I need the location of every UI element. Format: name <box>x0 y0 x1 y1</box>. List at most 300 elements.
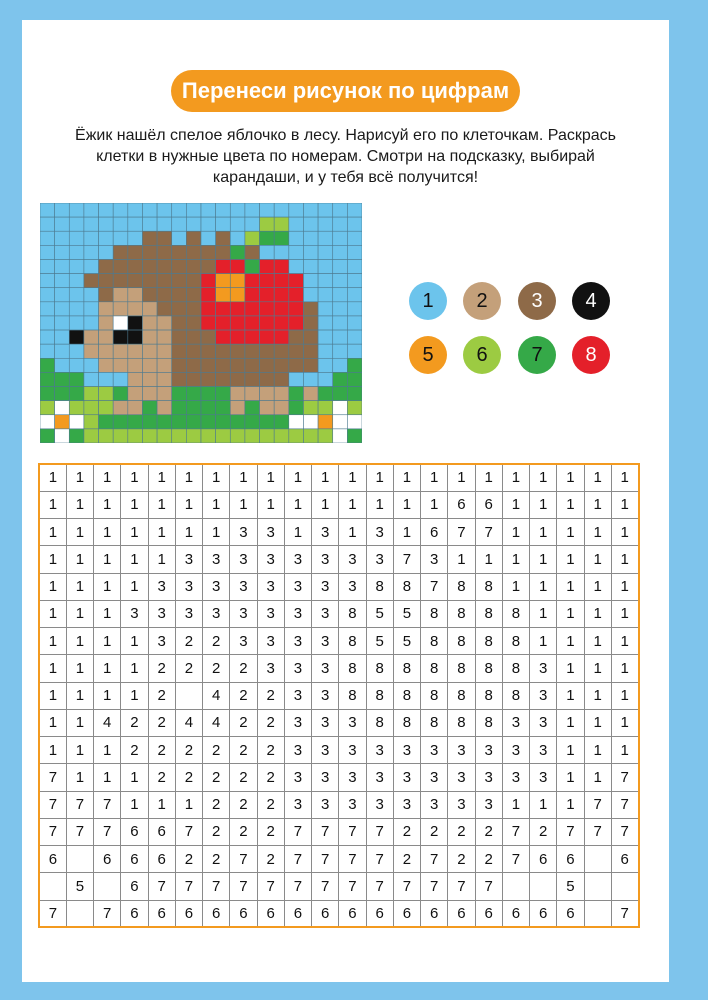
grid-cell: 3 <box>203 573 230 600</box>
pixel-cell <box>245 372 260 386</box>
pixel-cell <box>245 358 260 372</box>
grid-cell: 1 <box>475 464 502 491</box>
pixel-cell <box>84 231 99 245</box>
grid-cell: 2 <box>530 818 557 845</box>
grid-cell: 2 <box>203 791 230 818</box>
grid-cell: 1 <box>175 519 202 546</box>
pixel-cell <box>274 231 289 245</box>
grid-cell: 2 <box>257 709 284 736</box>
pixel-cell <box>69 316 84 330</box>
pixel-cell <box>84 344 99 358</box>
grid-cell: 2 <box>475 846 502 873</box>
pixel-cell <box>260 288 275 302</box>
pixel-cell <box>303 429 318 443</box>
grid-cell: 3 <box>339 546 366 573</box>
grid-cell <box>584 846 611 873</box>
grid-cell: 5 <box>366 628 393 655</box>
pixel-cell <box>40 358 55 372</box>
pixel-cell <box>99 274 114 288</box>
grid-cell: 1 <box>611 628 638 655</box>
grid-cell: 1 <box>148 519 175 546</box>
grid-cell: 1 <box>584 628 611 655</box>
grid-cell: 1 <box>148 464 175 491</box>
pixel-cell <box>40 330 55 344</box>
grid-cell: 1 <box>230 464 257 491</box>
grid-cell: 2 <box>148 709 175 736</box>
pixel-cell <box>333 302 348 316</box>
pixel-cell <box>245 245 260 259</box>
grid-cell: 1 <box>203 491 230 518</box>
grid-cell: 1 <box>502 464 529 491</box>
pixel-cell <box>142 245 157 259</box>
pixel-cell <box>216 217 231 231</box>
grid-cell: 1 <box>530 600 557 627</box>
pixel-cell <box>216 372 231 386</box>
grid-cell: 1 <box>66 491 93 518</box>
pixel-cell <box>186 387 201 401</box>
pixel-cell <box>347 217 362 231</box>
grid-cell: 1 <box>611 737 638 764</box>
pixel-cell <box>99 259 114 273</box>
grid-cell: 6 <box>230 900 257 927</box>
grid-cell: 3 <box>121 600 148 627</box>
page-title: Перенеси рисунок по цифрам <box>171 70 520 112</box>
pixel-cell <box>84 203 99 217</box>
grid-cell: 3 <box>366 519 393 546</box>
pixel-cell <box>245 387 260 401</box>
pixel-cell <box>142 217 157 231</box>
grid-cell: 3 <box>393 764 420 791</box>
pixel-cell <box>230 344 245 358</box>
pixel-cell <box>303 372 318 386</box>
grid-cell: 1 <box>203 464 230 491</box>
pixel-cell <box>260 245 275 259</box>
grid-cell: 8 <box>475 655 502 682</box>
grid-row <box>39 628 639 655</box>
pixel-cell <box>318 358 333 372</box>
grid-cell: 1 <box>530 791 557 818</box>
grid-cell: 1 <box>584 655 611 682</box>
pixel-cell <box>55 231 70 245</box>
pixel-cell <box>274 372 289 386</box>
pixel-cell <box>128 330 143 344</box>
pixel-cell <box>113 330 128 344</box>
pixel-cell <box>347 274 362 288</box>
pixel-cell <box>99 415 114 429</box>
grid-cell: 6 <box>611 846 638 873</box>
grid-cell: 7 <box>393 873 420 900</box>
grid-cell: 6 <box>121 900 148 927</box>
grid-cell: 6 <box>557 846 584 873</box>
pixel-cell <box>157 203 172 217</box>
grid-cell: 1 <box>121 546 148 573</box>
pixel-cell <box>260 344 275 358</box>
grid-cell: 3 <box>312 519 339 546</box>
pixel-cell <box>260 316 275 330</box>
pixel-cell <box>333 259 348 273</box>
pixel-cell <box>84 217 99 231</box>
pixel-cell <box>230 245 245 259</box>
grid-cell: 1 <box>284 491 311 518</box>
grid-cell: 1 <box>94 764 121 791</box>
pixel-cell <box>318 429 333 443</box>
pixel-cell <box>84 401 99 415</box>
pixel-cell <box>274 358 289 372</box>
pixel-cell <box>318 415 333 429</box>
grid-cell: 1 <box>584 491 611 518</box>
pixel-cell <box>245 259 260 273</box>
grid-cell: 1 <box>66 573 93 600</box>
pixel-cell <box>84 259 99 273</box>
pixel-cell <box>230 203 245 217</box>
grid-cell: 8 <box>339 655 366 682</box>
pixel-cell <box>55 316 70 330</box>
legend-dot-4: 4 <box>572 282 610 320</box>
grid-cell: 7 <box>339 818 366 845</box>
pixel-cell <box>274 429 289 443</box>
pixel-cell <box>99 231 114 245</box>
pixel-cell <box>260 217 275 231</box>
grid-cell: 1 <box>66 737 93 764</box>
pixel-cell <box>216 288 231 302</box>
pixel-cell <box>172 302 187 316</box>
pixel-cell <box>142 288 157 302</box>
grid-cell: 7 <box>257 873 284 900</box>
pixel-cell <box>333 344 348 358</box>
pixel-cell <box>289 358 304 372</box>
grid-cell: 1 <box>121 464 148 491</box>
pixel-cell <box>333 203 348 217</box>
grid-cell: 8 <box>448 600 475 627</box>
grid-row <box>39 709 639 736</box>
pixel-cell <box>230 401 245 415</box>
grid-cell: 8 <box>502 655 529 682</box>
grid-cell: 4 <box>203 682 230 709</box>
pixel-cell <box>55 330 70 344</box>
pixel-cell <box>347 245 362 259</box>
pixel-cell <box>333 401 348 415</box>
pixel-cell <box>274 415 289 429</box>
grid-cell: 1 <box>257 491 284 518</box>
grid-cell: 1 <box>393 464 420 491</box>
grid-cell: 1 <box>121 628 148 655</box>
grid-cell: 1 <box>611 519 638 546</box>
grid-row <box>39 818 639 845</box>
pixel-cell <box>99 302 114 316</box>
pixel-cell <box>128 231 143 245</box>
grid-cell: 1 <box>284 464 311 491</box>
grid-cell: 7 <box>502 846 529 873</box>
grid-cell: 2 <box>257 764 284 791</box>
grid-cell: 8 <box>475 709 502 736</box>
grid-cell: 8 <box>339 600 366 627</box>
grid-cell: 6 <box>502 900 529 927</box>
pixel-cell <box>303 288 318 302</box>
pixel-cell <box>99 203 114 217</box>
pixel-cell <box>84 330 99 344</box>
grid-cell: 1 <box>230 491 257 518</box>
grid-cell: 3 <box>339 764 366 791</box>
grid-cell: 2 <box>203 818 230 845</box>
pixel-cell <box>69 217 84 231</box>
pixel-cell <box>40 316 55 330</box>
grid-cell: 3 <box>502 709 529 736</box>
grid-cell: 3 <box>475 791 502 818</box>
pixel-cell <box>216 316 231 330</box>
grid-cell: 3 <box>312 573 339 600</box>
grid-cell: 1 <box>39 573 66 600</box>
pixel-cell <box>128 415 143 429</box>
grid-cell: 6 <box>148 818 175 845</box>
grid-cell: 7 <box>284 818 311 845</box>
grid-cell: 7 <box>94 791 121 818</box>
pixel-cell <box>260 401 275 415</box>
pixel-cell <box>40 203 55 217</box>
pixel-cell <box>289 330 304 344</box>
grid-cell: 1 <box>175 491 202 518</box>
grid-cell: 7 <box>584 791 611 818</box>
pixel-cell <box>99 372 114 386</box>
pixel-cell <box>260 415 275 429</box>
pixel-cell <box>172 415 187 429</box>
grid-cell: 3 <box>284 600 311 627</box>
pixel-cell <box>113 203 128 217</box>
grid-cell: 2 <box>230 764 257 791</box>
grid-cell: 6 <box>284 900 311 927</box>
pixel-cell <box>128 302 143 316</box>
pixel-cell <box>289 203 304 217</box>
grid-cell: 1 <box>557 682 584 709</box>
grid-cell: 1 <box>611 709 638 736</box>
grid-cell: 3 <box>475 737 502 764</box>
grid-cell: 7 <box>366 846 393 873</box>
pixel-cell <box>40 344 55 358</box>
pixel-cell <box>201 429 216 443</box>
pixel-cell <box>172 203 187 217</box>
grid-cell: 4 <box>175 709 202 736</box>
pixel-cell <box>245 330 260 344</box>
grid-cell: 1 <box>502 491 529 518</box>
pixel-cell <box>69 415 84 429</box>
grid-cell: 1 <box>121 682 148 709</box>
grid-cell: 7 <box>312 873 339 900</box>
grid-cell: 5 <box>66 873 93 900</box>
pixel-cell <box>274 344 289 358</box>
pixel-cell <box>157 231 172 245</box>
grid-cell: 3 <box>312 546 339 573</box>
pixel-cell <box>55 429 70 443</box>
grid-cell: 3 <box>257 573 284 600</box>
grid-cell: 1 <box>557 655 584 682</box>
grid-cell: 3 <box>175 600 202 627</box>
grid-cell: 7 <box>421 846 448 873</box>
grid-cell: 7 <box>94 900 121 927</box>
grid-cell: 8 <box>448 682 475 709</box>
pixel-cell <box>303 415 318 429</box>
pixel-cell <box>142 415 157 429</box>
pixel-cell <box>230 330 245 344</box>
grid-cell: 3 <box>421 764 448 791</box>
grid-cell: 1 <box>66 519 93 546</box>
pixel-cell <box>289 259 304 273</box>
pixel-cell <box>69 259 84 273</box>
grid-cell: 1 <box>148 491 175 518</box>
pixel-cell <box>303 259 318 273</box>
grid-cell: 6 <box>530 900 557 927</box>
grid-cell: 1 <box>584 519 611 546</box>
pixel-cell <box>216 259 231 273</box>
grid-cell: 1 <box>584 709 611 736</box>
pixel-cell <box>230 358 245 372</box>
pixel-cell <box>128 203 143 217</box>
pixel-cell <box>172 401 187 415</box>
grid-cell: 3 <box>312 709 339 736</box>
grid-cell: 6 <box>148 846 175 873</box>
grid-cell: 2 <box>448 846 475 873</box>
pixel-cell <box>289 316 304 330</box>
grid-cell: 3 <box>448 764 475 791</box>
grid-cell: 1 <box>557 573 584 600</box>
grid-cell: 7 <box>39 764 66 791</box>
grid-cell: 6 <box>312 900 339 927</box>
grid-cell: 1 <box>94 737 121 764</box>
pixel-cell <box>245 217 260 231</box>
grid-cell: 8 <box>502 600 529 627</box>
pixel-cell <box>201 358 216 372</box>
pixel-cell <box>347 316 362 330</box>
pixel-cell <box>128 274 143 288</box>
pixel-cell <box>128 344 143 358</box>
pixel-cell <box>260 372 275 386</box>
pixel-cell <box>55 358 70 372</box>
pixel-cell <box>69 401 84 415</box>
pixel-cell <box>201 259 216 273</box>
pixel-cell <box>69 358 84 372</box>
grid-cell: 7 <box>39 791 66 818</box>
grid-cell <box>39 873 66 900</box>
pixel-cell <box>274 302 289 316</box>
pixel-cell <box>157 415 172 429</box>
grid-cell: 3 <box>230 600 257 627</box>
grid-cell: 1 <box>502 519 529 546</box>
grid-cell: 1 <box>94 464 121 491</box>
grid-cell: 1 <box>175 791 202 818</box>
pixel-cell <box>245 302 260 316</box>
pixel-cell <box>318 344 333 358</box>
grid-cell <box>66 900 93 927</box>
pixel-cell <box>347 344 362 358</box>
legend-dot-3: 3 <box>518 282 556 320</box>
grid-cell: 8 <box>421 628 448 655</box>
pixel-cell <box>318 245 333 259</box>
grid-cell: 3 <box>284 628 311 655</box>
pixel-cell <box>186 415 201 429</box>
pixel-cell <box>128 387 143 401</box>
pixel-cell <box>347 415 362 429</box>
pixel-cell <box>230 259 245 273</box>
grid-cell: 2 <box>421 818 448 845</box>
grid-cell: 6 <box>421 900 448 927</box>
pixel-cell <box>333 372 348 386</box>
grid-cell: 7 <box>175 873 202 900</box>
pixel-cell <box>157 274 172 288</box>
grid-cell: 1 <box>502 573 529 600</box>
grid-cell <box>584 873 611 900</box>
grid-cell: 7 <box>39 900 66 927</box>
pixel-cell <box>69 288 84 302</box>
grid-cell: 1 <box>557 600 584 627</box>
grid-cell: 3 <box>257 519 284 546</box>
pixel-cell <box>142 302 157 316</box>
pixel-cell <box>172 358 187 372</box>
pixel-cell <box>113 217 128 231</box>
pixel-cell <box>128 429 143 443</box>
grid-cell: 6 <box>448 900 475 927</box>
pixel-cell <box>55 203 70 217</box>
pixel-cell <box>172 217 187 231</box>
grid-cell: 7 <box>312 818 339 845</box>
grid-cell: 7 <box>339 873 366 900</box>
grid-cell: 1 <box>611 573 638 600</box>
grid-cell: 8 <box>448 573 475 600</box>
pixel-cell <box>216 415 231 429</box>
grid-cell: 1 <box>475 546 502 573</box>
pixel-cell <box>142 203 157 217</box>
pixel-cell <box>347 203 362 217</box>
grid-cell: 6 <box>203 900 230 927</box>
grid-cell: 2 <box>230 737 257 764</box>
pixel-cell <box>186 245 201 259</box>
pixel-cell <box>186 372 201 386</box>
pixel-cell <box>157 372 172 386</box>
grid-cell: 7 <box>230 846 257 873</box>
grid-cell: 3 <box>393 791 420 818</box>
pixel-cell <box>274 217 289 231</box>
pixel-cell <box>289 231 304 245</box>
grid-cell: 3 <box>530 655 557 682</box>
instructions-text <box>22 125 669 188</box>
grid-cell: 7 <box>284 846 311 873</box>
pixel-cell <box>157 316 172 330</box>
grid-cell: 8 <box>366 573 393 600</box>
pixel-cell <box>69 344 84 358</box>
pixel-cell <box>142 316 157 330</box>
pixel-cell <box>55 245 70 259</box>
grid-cell: 1 <box>39 682 66 709</box>
pixel-cell <box>186 401 201 415</box>
pixel-cell <box>84 415 99 429</box>
grid-cell: 2 <box>230 682 257 709</box>
grid-cell: 1 <box>557 709 584 736</box>
grid-cell: 7 <box>611 818 638 845</box>
pixel-cell <box>333 415 348 429</box>
grid-cell: 3 <box>339 709 366 736</box>
pixel-cell <box>172 259 187 273</box>
grid-cell: 1 <box>39 709 66 736</box>
grid-cell: 7 <box>448 519 475 546</box>
grid-cell: 1 <box>557 519 584 546</box>
pixel-cell <box>186 259 201 273</box>
grid-cell: 3 <box>366 791 393 818</box>
pixel-cell <box>201 245 216 259</box>
grid-cell: 3 <box>530 709 557 736</box>
grid-cell: 1 <box>502 791 529 818</box>
grid-cell: 7 <box>421 873 448 900</box>
grid-cell: 1 <box>530 464 557 491</box>
pixel-cell <box>84 245 99 259</box>
number-grid <box>38 463 640 928</box>
grid-cell: 3 <box>312 791 339 818</box>
